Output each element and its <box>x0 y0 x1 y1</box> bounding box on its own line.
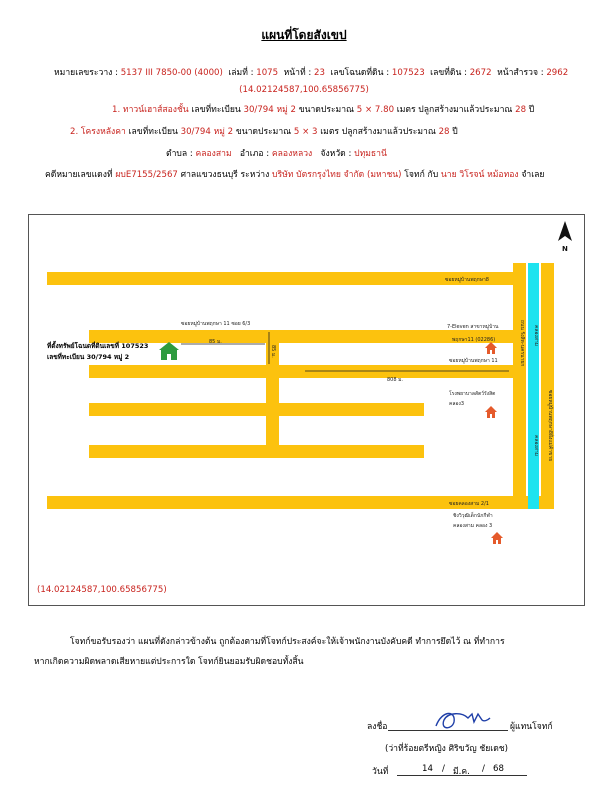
building-item-1 <box>112 102 534 116</box>
tambon-value: คลองสาม <box>195 149 232 159</box>
item1-reg-label: เลขที่ทะเบียน <box>191 105 241 115</box>
map-info-line <box>54 65 568 79</box>
property-label-line2: เลขที่ทะเบียน 30/794 หมู่ 2 <box>47 353 130 361</box>
animal-hospital-icon <box>485 406 497 418</box>
between-label: ระหว่าง <box>240 170 270 180</box>
page-label: หน้าที่ : <box>283 68 314 78</box>
tambon-label: ตำบล : <box>166 149 196 159</box>
defendant: นาย วิโรจน์ หม้อทอง <box>440 170 519 180</box>
item2-size-label: ขนาดประมาณ <box>235 127 292 137</box>
court: ศาลแขวงธนบุรี <box>180 170 238 180</box>
kids-club-label-2: คลองสาม คลอง 3 <box>453 523 493 529</box>
date-day: 14 <box>422 764 433 774</box>
item2-reg-label: เลขที่ทะเบียน <box>128 127 178 137</box>
seven-eleven-icon <box>485 342 497 354</box>
header-coords: (14.02124587,100.65856775) <box>239 85 369 95</box>
date-year: 68 <box>493 764 504 774</box>
date-month: มี.ค. <box>453 767 470 777</box>
sign-role: ผู้แทนโจทก์ <box>510 722 553 732</box>
building-item-2 <box>70 124 458 138</box>
distance-3: 808 ม. <box>387 377 404 383</box>
page-value: 23 <box>313 68 325 78</box>
deed-label: เลขโฉนดที่ดิน : <box>330 68 392 78</box>
seven-eleven-label: 7-Eleven สาขาหมู่บ้าน <box>447 324 499 330</box>
label-road-bottom: ซอยคลองสาม 2/1 <box>449 501 489 507</box>
item2-years: 28 <box>438 127 450 137</box>
item2-year-unit: ปี <box>452 127 458 137</box>
property-label-line1: ที่ตั้งทรัพย์โฉนดที่ดินเลขที่ 107523 <box>47 342 149 350</box>
signer-name: (ว่าที่ร้อยตรีหญิง ศิริขวัญ ชัยเดช) <box>385 744 508 754</box>
amphoe-value: คลองหลวง <box>271 149 313 159</box>
item1-prefix: 1. ทาวน์เฮาส์สองชั้น <box>112 105 189 115</box>
road-fifth <box>89 445 424 458</box>
label-road-top: ซอยหมู่บ้านพฤกษา8 <box>445 277 489 283</box>
seven-eleven-label-2: พฤกษา11 (02286) <box>452 337 496 343</box>
location-line <box>166 146 387 160</box>
amphoe-label: อำเภอ : <box>239 149 272 159</box>
road-third <box>89 365 514 378</box>
map-sheet-label: หมายเลขระวาง : <box>54 68 121 78</box>
province-value: ปทุมธานี <box>354 149 387 159</box>
sign-label: ลงชื่อ <box>367 722 388 732</box>
volume-label: เล่มที่ : <box>228 68 257 78</box>
plaintiff-role: โจทก์ กับ <box>404 170 439 180</box>
item2-unit: เมตร ปลูกสร้างมาแล้วประมาณ <box>320 127 436 137</box>
item1-year-unit: ปี <box>528 105 535 115</box>
label-road-second: ซอยหมู่บ้านพฤกษา 11 ซอย 6/3 <box>181 321 251 327</box>
label-canal-top: คลองสาม <box>533 325 539 347</box>
label-vertical-road: ถนน รังสิต-นครนายก <box>519 320 525 367</box>
road-side <box>541 263 554 509</box>
item1-size-label: ขนาดประมาณ <box>298 105 355 115</box>
road-vertical-main <box>513 263 526 509</box>
statement-line-2: หากเกิดความผิดพลาดเสียหายแต่ประการใด โจทก์ยินยอมรับผิดชอบทั้งสิ้น <box>34 657 304 667</box>
north-label: N <box>562 245 568 253</box>
statement-line-1: โจทก์ขอรับรองว่า แผนที่ดังกล่าวข้างต้น ถูกต้องตามที่โจทก์ประสงค์จะให้เจ้าพนักงานบังคับคดี ทำการยึดไว้ ณ ที่ทำการ <box>70 637 505 647</box>
case-label: คดีหมายเลขแดงที่ <box>45 170 113 180</box>
deed-value: 107523 <box>391 68 425 78</box>
survey-value: 2962 <box>546 68 569 78</box>
date-label: วันที่ <box>372 767 389 777</box>
item1-unit: เมตร ปลูกสร้างมาแล้วประมาณ <box>396 105 513 115</box>
distance-2: 85 ม. <box>270 345 276 358</box>
case-line <box>45 167 544 181</box>
item2-size-value: 5 × 3 <box>293 127 318 137</box>
canal <box>528 263 539 509</box>
item1-size-value: 5 × 7.80 <box>356 105 395 115</box>
land-no-label: เลขที่ดิน : <box>430 68 470 78</box>
map-sheet-value: 5137 III 7850-00 (4000) <box>120 68 223 78</box>
defendant-role: จำเลย <box>521 170 545 180</box>
item2-reg-value: 30/794 หมู่ 2 <box>180 127 234 137</box>
label-road-third: ซอยหมู่บ้านพฤกษา 11 <box>449 358 498 364</box>
date-sep-2: / <box>482 764 485 774</box>
land-no-value: 2672 <box>469 68 492 78</box>
distance-1: 85 ม. <box>209 339 222 345</box>
signature <box>432 708 492 732</box>
date-sep-1: / <box>442 764 445 774</box>
animal-hospital-label: โรงพยาบาลสัตว์รังสิต <box>449 391 496 397</box>
map-coords: (14.02124587,100.65856775) <box>37 585 167 595</box>
survey-label: หน้าสำรวจ : <box>497 68 547 78</box>
kids-club-label: ชิงวิวุฒิเด็กนักกีฬา <box>453 513 493 519</box>
item1-reg-value: 30/794 หมู่ 2 <box>243 105 296 115</box>
item2-prefix: 2. โครงหลังคา <box>70 127 126 137</box>
road-second <box>89 330 514 343</box>
animal-hospital-label-2: คลอง3 <box>449 401 465 407</box>
volume-value: 1075 <box>256 68 279 78</box>
item1-years: 28 <box>515 105 527 115</box>
property-house-icon <box>159 342 179 360</box>
location-map <box>28 214 585 606</box>
kids-club-icon <box>491 532 503 544</box>
label-side-road: ซอยหมู่บ้านพฤกษา8ฝั่งแม่ค้าขาย <box>547 390 553 462</box>
map-canvas <box>29 215 586 607</box>
property-label <box>47 341 148 363</box>
label-canal-bottom: คลองสาม <box>533 435 539 457</box>
road-fourth <box>89 403 424 416</box>
province-label: จังหวัด : <box>320 149 355 159</box>
case-number: ผบE7155/2567 <box>115 170 178 180</box>
page-title: แผนที่โดยสังเขป <box>261 28 347 42</box>
north-arrow-icon <box>558 221 572 241</box>
plaintiff: บริษัท บัตรกรุงไทย จำกัด (มหาชน) <box>272 170 402 180</box>
